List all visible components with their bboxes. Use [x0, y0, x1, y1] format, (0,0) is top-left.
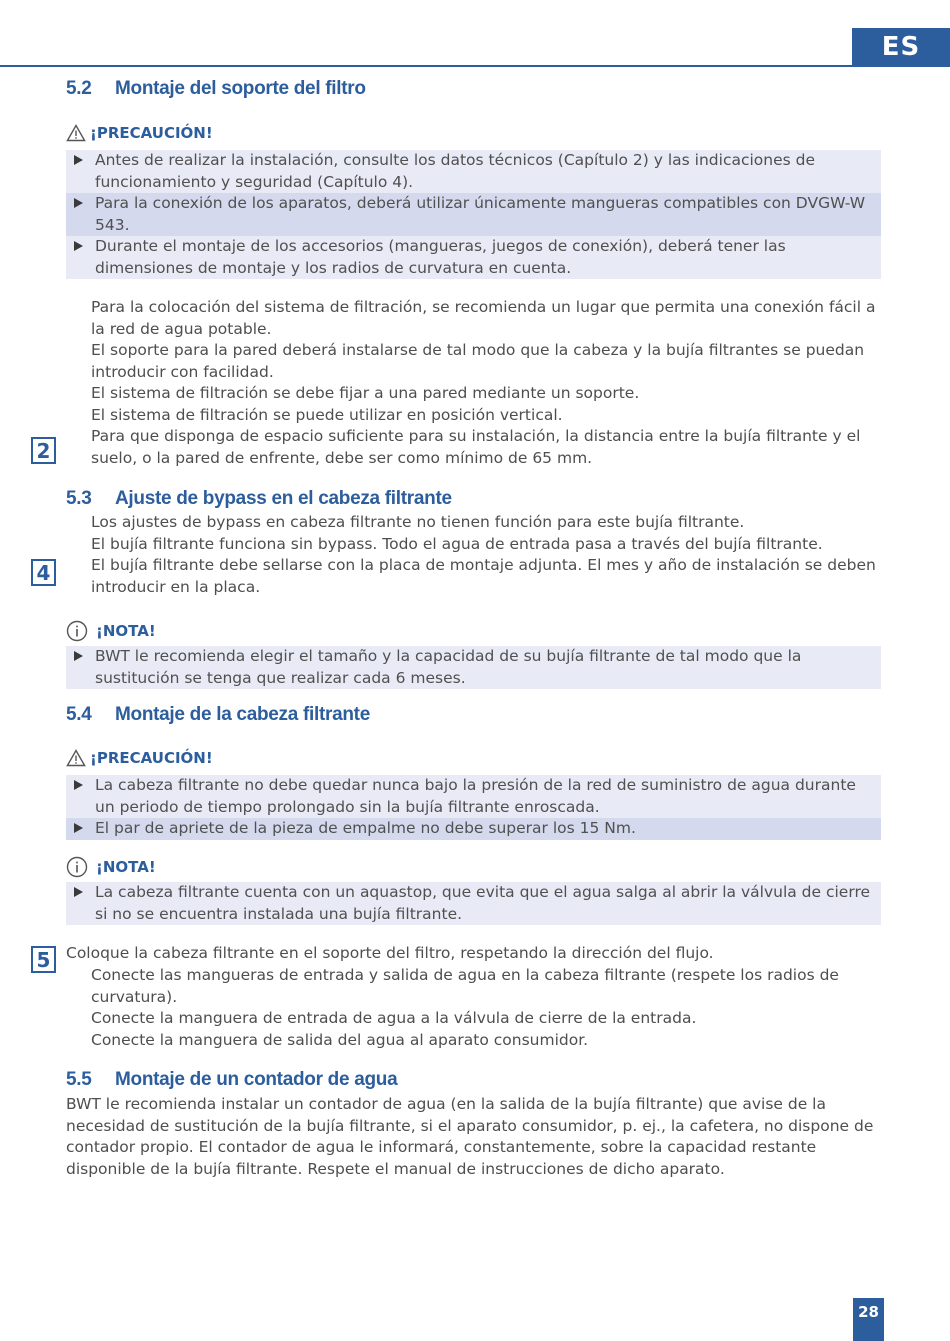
figure-ref-2: 2 [31, 437, 56, 464]
list-item [66, 818, 881, 840]
caution-label [66, 124, 213, 142]
note-text: ¡NOTA! [96, 858, 156, 876]
figure-ref-4: 4 [31, 559, 56, 586]
section-title: Montaje de un contador de agua [115, 1069, 398, 1090]
list-item [66, 775, 881, 818]
list-item [66, 882, 881, 925]
list-item [66, 646, 881, 689]
note-box [66, 882, 881, 925]
section-number: 5.4 [66, 704, 92, 725]
list-item-text: Durante el montaje de los accesorios (mangueras, juegos de conexión), deberá tener las dimensiones de montaje y los radios de curvatura en cuenta. [95, 237, 786, 277]
list-item-text: BWT le recomienda elegir el tamaño y la capacidad de su bujía filtrante de tal modo que la sustitución se tenga que realizar cada 6 meses. [95, 647, 802, 687]
note-box [66, 646, 881, 689]
warning-icon [66, 749, 86, 767]
step-list: Conecte las mangueras de entrada y salida de agua en la cabeza filtrante (respete los radios de curvatura). Conecte la manguera de entrada de agua a la válvula de cierre de la entrada. Conecte la manguera de salida del agua al aparato consumidor. [91, 966, 839, 1049]
note-text: ¡NOTA! [96, 622, 156, 640]
section-heading-5-3 [66, 488, 452, 510]
step-text: Coloque la cabeza filtrante en el soporte del filtro, respetando la dirección del flujo. [66, 944, 714, 962]
caution-box [66, 775, 881, 840]
info-icon [66, 620, 88, 642]
note-label [66, 856, 156, 878]
section-body-5-2: Para la colocación del sistema de filtración, se recomienda un lugar que permita una conexión fácil a la red de agua potable. El soporte para la pared deberá instalarse de tal modo que la cabeza y la bujía filtrantes se puedan introducir con facilidad. El sistema de filtración se debe fijar a una pared mediante un soporte. El sistema de filtración se puede utilizar en posición vertical. Para que disponga de espacio suficiente para su instalación, la distancia entre la bujía filtrante y el suelo, o la pared de enfrente, debe ser como mínimo de 65 mm. [91, 298, 876, 467]
caution-text: ¡PRECAUCIÓN! [90, 749, 213, 767]
section-heading-5-2 [66, 78, 366, 100]
caution-text: ¡PRECAUCIÓN! [90, 124, 213, 142]
list-item-text: La cabeza filtrante no debe quedar nunca bajo la presión de la red de suministro de agua durante un periodo de tiempo prolongado sin la bujía filtrante enroscada. [95, 776, 856, 816]
list-item-text: La cabeza filtrante cuenta con un aquastop, que evita que el agua salga al abrir la válvula de cierre si no se encuentra instalada una bujía filtrante. [95, 883, 871, 923]
language-tab: ES [852, 28, 950, 66]
list-item [66, 193, 881, 236]
bullet-arrow-icon [74, 651, 83, 661]
caution-box [66, 150, 881, 279]
section-title: Montaje del soporte del filtro [115, 78, 366, 99]
list-item [66, 150, 881, 193]
bullet-arrow-icon [74, 823, 83, 833]
caution-label [66, 749, 213, 767]
bullet-arrow-icon [74, 155, 83, 165]
section-number: 5.5 [66, 1069, 92, 1090]
bullet-arrow-icon [74, 887, 83, 897]
note-label [66, 620, 156, 642]
list-item [66, 236, 881, 279]
header-rule [0, 65, 950, 67]
section-title: Montaje de la cabeza filtrante [115, 704, 370, 725]
section-number: 5.2 [66, 78, 92, 99]
section-number: 5.3 [66, 488, 92, 509]
list-item-text: Antes de realizar la instalación, consulte los datos técnicos (Capítulo 2) y las indicaciones de funcionamiento y seguridad (Capítulo 4). [95, 151, 816, 191]
section-heading-5-5 [66, 1069, 397, 1091]
warning-icon [66, 124, 86, 142]
bullet-arrow-icon [74, 198, 83, 208]
bullet-arrow-icon [74, 780, 83, 790]
page-number: 28 [853, 1298, 884, 1341]
section-body-5-5: BWT le recomienda instalar un contador de agua (en la salida de la bujía filtrante) que avise de la necesidad de sustitución de la bujía filtrante, si el aparato consumidor, p. ej., la cafetera, no dispone de contador propio. El contador de agua le informará, constantemente, sobre la capacidad restante disponible de la bujía filtrante. Respete el manual de instrucciones de dicho aparato. [66, 1095, 874, 1178]
bullet-arrow-icon [74, 241, 83, 251]
section-title: Ajuste de bypass en el cabeza filtrante [115, 488, 452, 509]
section-heading-5-4 [66, 704, 370, 726]
info-icon [66, 856, 88, 878]
list-item-text: Para la conexión de los aparatos, deberá utilizar únicamente mangueras compatibles con DVGW-W 543. [95, 194, 866, 234]
section-body-5-3: Los ajustes de bypass en cabeza filtrante no tienen función para este bujía filtrante. El bujía filtrante funciona sin bypass. Todo el agua de entrada pasa a través del bujía filtrante. El bujía filtrante debe sellarse con la placa de montaje adjunta. El mes y año de instalación se deben introducir en la placa. [91, 513, 876, 596]
figure-ref-5: 5 [31, 946, 56, 973]
list-item-text: El par de apriete de la pieza de empalme no debe superar los 15 Nm. [95, 819, 636, 837]
